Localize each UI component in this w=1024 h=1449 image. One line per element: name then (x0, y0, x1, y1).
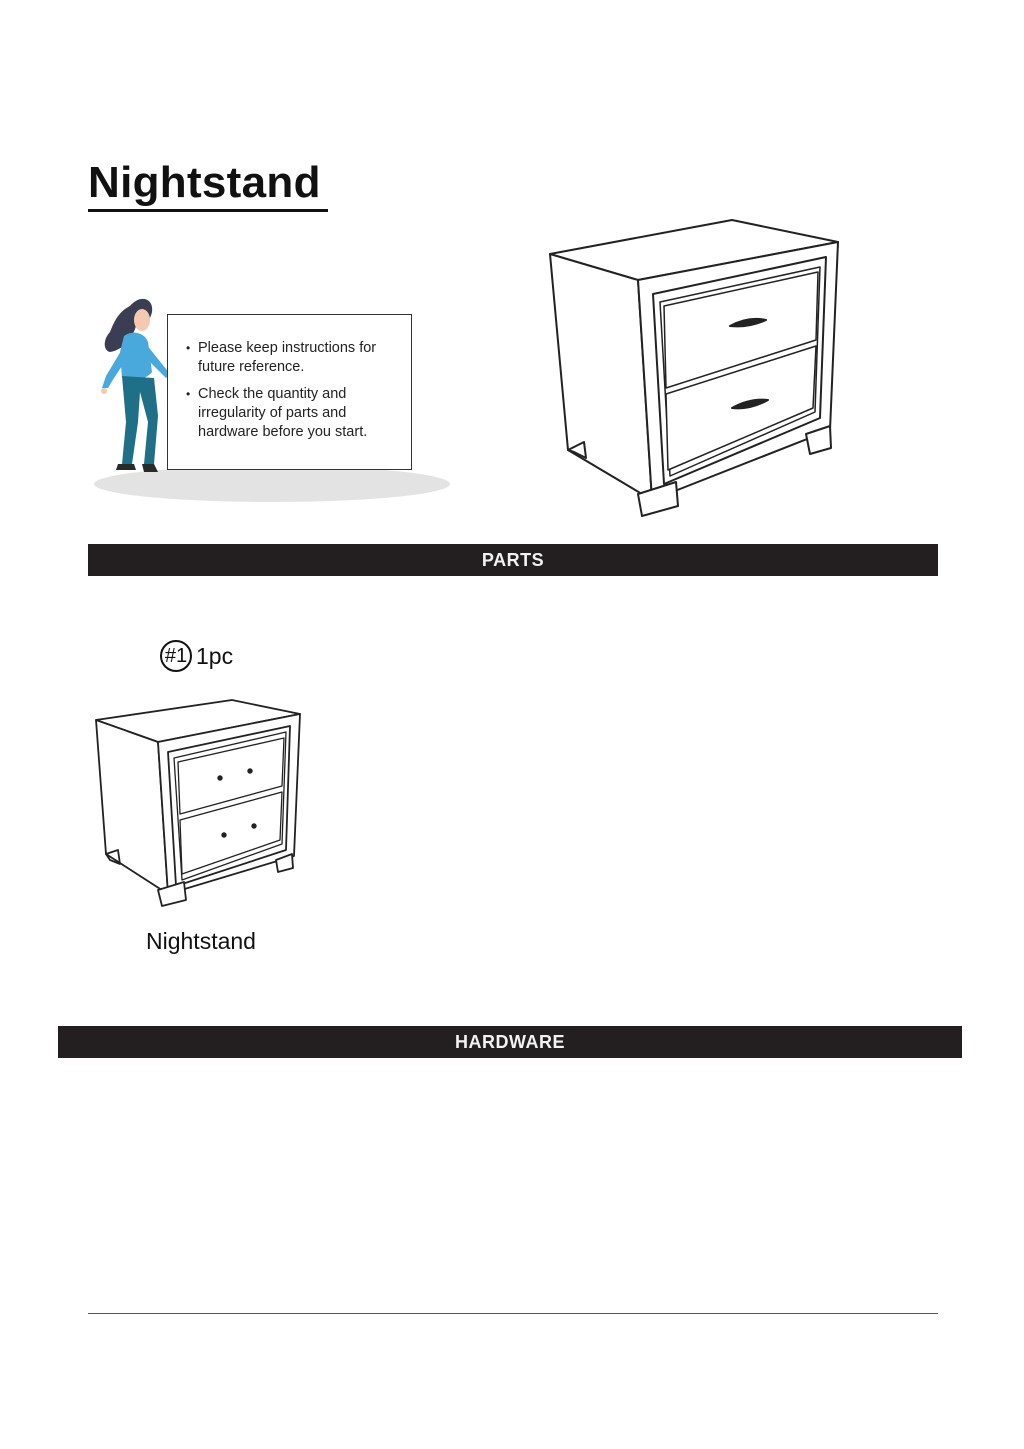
part-number-row (160, 640, 233, 672)
note-item: • Check the quantity and irregularity of parts and hardware before you start. (186, 385, 397, 442)
nightstand-part-image (92, 694, 304, 912)
section-header-label: HARDWARE (455, 1031, 565, 1052)
note-item: • Please keep instructions for future reference. (186, 339, 397, 377)
legs-shape (122, 376, 158, 464)
instruction-note-box (167, 314, 412, 470)
part-number-badge: #1 (160, 640, 192, 672)
face-shape (134, 309, 150, 331)
part-quantity: 1pc (196, 642, 234, 669)
nightstand-product-image (540, 212, 850, 524)
page-title: Nightstand (88, 158, 321, 207)
hardware-section-header (58, 1026, 962, 1058)
parts-section-header (88, 544, 938, 576)
section-header-label: PARTS (481, 549, 545, 570)
part-name-label: Nightstand (146, 928, 256, 954)
footer-divider (88, 1313, 938, 1314)
title-underline (88, 209, 328, 212)
